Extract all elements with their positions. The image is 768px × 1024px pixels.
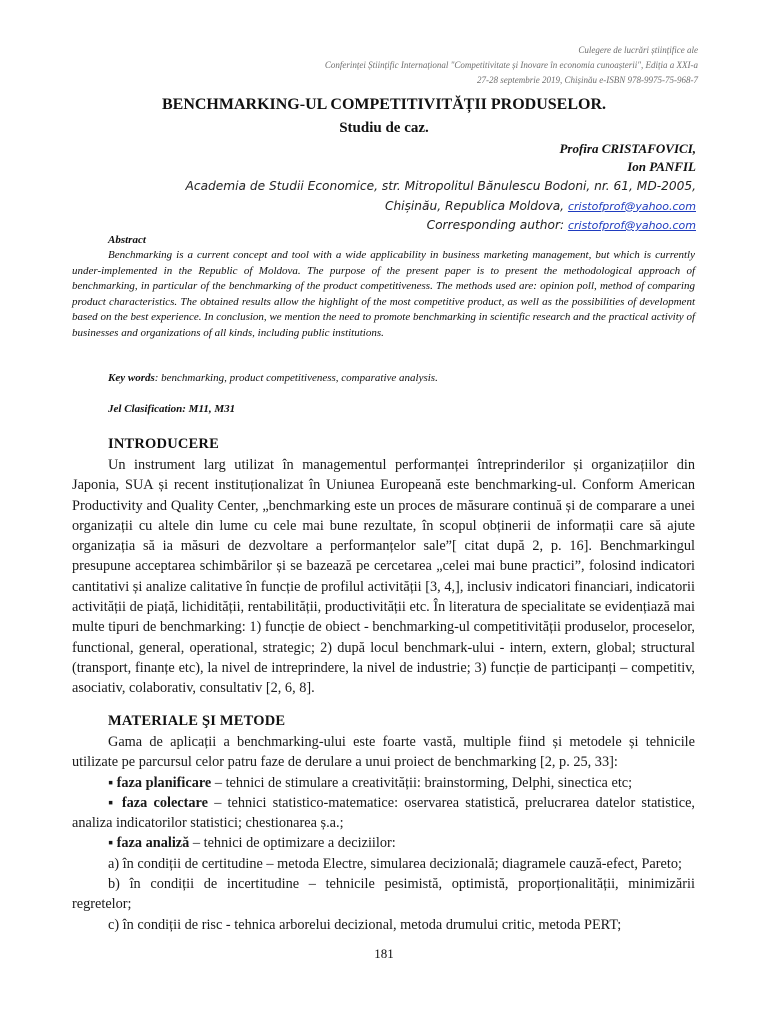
corresponding-email-link[interactable]: cristofprof@yahoo.com (567, 219, 696, 232)
methods-intro: Gama de aplicații a benchmarking-ului este foarte vastă, multiple fiind și metodele și tehnicile utilizate pe parcursul celor patru faze de derulare a unui proiect de benchmarking [2, p. 25, 33]: (72, 734, 695, 771)
header-line-2: Conferinței Științific Internațional "Competitivitate și Inovare în economia cunoașterii", Ediția a XXI-a (324, 60, 698, 70)
phase-planning-text: – tehnici de stimulare a creativității: brainstorming, Delphi, sinectica etc; (211, 774, 633, 791)
page-number: 181 (374, 946, 394, 961)
affiliation-location: Chișinău, Republica Moldova, (384, 198, 565, 213)
abstract-text: Benchmarking is a current concept and tool with a wide applicability in business marketing management, but which is currently under-implemented in the Republic of Moldova. The purpose of the present paper is to present the methodological approach of benchmarking, in particular of the benchmarking of the product competitiveness. The methods used are: opinion poll, method of comparing product characteristics. The obtained results allow the highlight of the most competitive product, as well as the possibilities of development based on the best experience. In conclusion, we mention the need to promote benchmarking in scientific research and the practical activity of businesses and organizations of all kinds, including public institutions. (72, 249, 695, 339)
keywords-label: Key words (108, 372, 155, 384)
phase-collection-text: – tehnici statistico-matematice: oservarea statistică, prelucrarea datelor statistice, analiza indicatorilor statistici; chestionarea ș.a.; (72, 794, 696, 832)
author-2: Ion PANFIL (627, 159, 696, 174)
phase-planning (72, 773, 695, 793)
author-email-link[interactable]: cristofprof@yahoo.com (567, 199, 696, 213)
author-list (559, 140, 696, 176)
methods-section (72, 732, 695, 935)
keywords-line (108, 372, 438, 384)
paper-subtitle: Studiu de caz. (339, 120, 429, 136)
analysis-item-c: c) în condiții de risc - tehnica arborelui decizional, metoda drumului critic, metoda PERT; (108, 916, 622, 933)
phase-collection (72, 793, 695, 834)
analysis-item-b: b) în condiții de incertitudine – tehnicile pesimistă, optimistă, proporționalității, minimizării regretelor; (72, 876, 695, 913)
affiliation-line-2 (96, 197, 696, 217)
keywords-text: : benchmarking, product competitiveness, comparative analysis. (154, 372, 438, 384)
introduction-heading: INTRODUCERE (108, 436, 219, 452)
header-line-1: Culegere de lucrări științifice ale (578, 45, 698, 55)
affiliation-line-1: Academia de Studii Economice, str. Mitropolitul Bănulescu Bodoni, nr. 61, MD-2005, (185, 179, 696, 193)
jel-classification: Jel Clasification: M11, M31 (108, 403, 236, 415)
corresponding-author-label: Corresponding author: (426, 218, 565, 232)
paper-title: BENCHMARKING-UL COMPETITIVITĂȚII PRODUSELOR. (161, 96, 607, 113)
analysis-item-a: a) în condiții de certitudine – metoda Electre, simularea decizională; diagramele cauză-efect, Pareto; (108, 855, 682, 872)
abstract-heading: Abstract (108, 234, 146, 246)
phase-collection-label: ▪ faza colectare (108, 794, 208, 811)
phase-analysis-label: ▪ faza analiză (108, 835, 190, 852)
introduction-section (72, 455, 695, 699)
phase-planning-label: ▪ faza planificare (108, 774, 212, 791)
introduction-paragraph: Un instrument larg utilizat în managementul performanței întreprinderilor și organizațiilor din Japonia, SUA și recent instituționalizat în Uniunea Europeană este benchmarking-ul. Conform American Productivity and Quality Center, „benchmarking este un proces de măsurare continuă și de comparare a unei organizații cu altele din lume cu cele mai bune rezultate, în scopul obținerii de informații care să ajute organizația să ia măsuri de dezvoltare a performanțelor sale”[ citat după 2, p. 16]. Benchmarkingul presupune acceptarea schimbărilor și se bazează pe cercetarea „celei mai bune practici”, folosind indicatori cantitativi și analize calitative în funcție de profilul activității [3, 4,], inclusiv indicatori financiari, indicatorii activității de piață, lichidității, rentabilității, productivității etc. În literatura de specialitate se evidențiază mai multe tipuri de benchmarking: 1) funcție de obiect - benchmarking-ul competitivității produselor, proceselor, functional, general, operational, strategic; 2) după locul benchmark-ului - intern, extern, global; structural (transport, finanțe etc), la nivel de intreprindere, la nivel de industrie; 3) funcție de participanți – competitiv, asociativ, colaborativ, consultativ [2, 6, 8]. (72, 457, 695, 697)
author-1: Profira CRISTAFOVICI, (559, 141, 696, 156)
header-line-3: 27-28 septembrie 2019, Chișinău e-ISBN 978-9975-75-968-7 (477, 75, 698, 85)
phase-analysis-text: – tehnici de optimizare a deciziilor: (189, 835, 396, 852)
affiliation (96, 177, 696, 236)
methods-heading: MATERIALE ŞI METODE (108, 713, 286, 729)
affiliation-line-3 (96, 216, 696, 236)
conference-header (138, 43, 698, 88)
phase-analysis (72, 833, 695, 853)
